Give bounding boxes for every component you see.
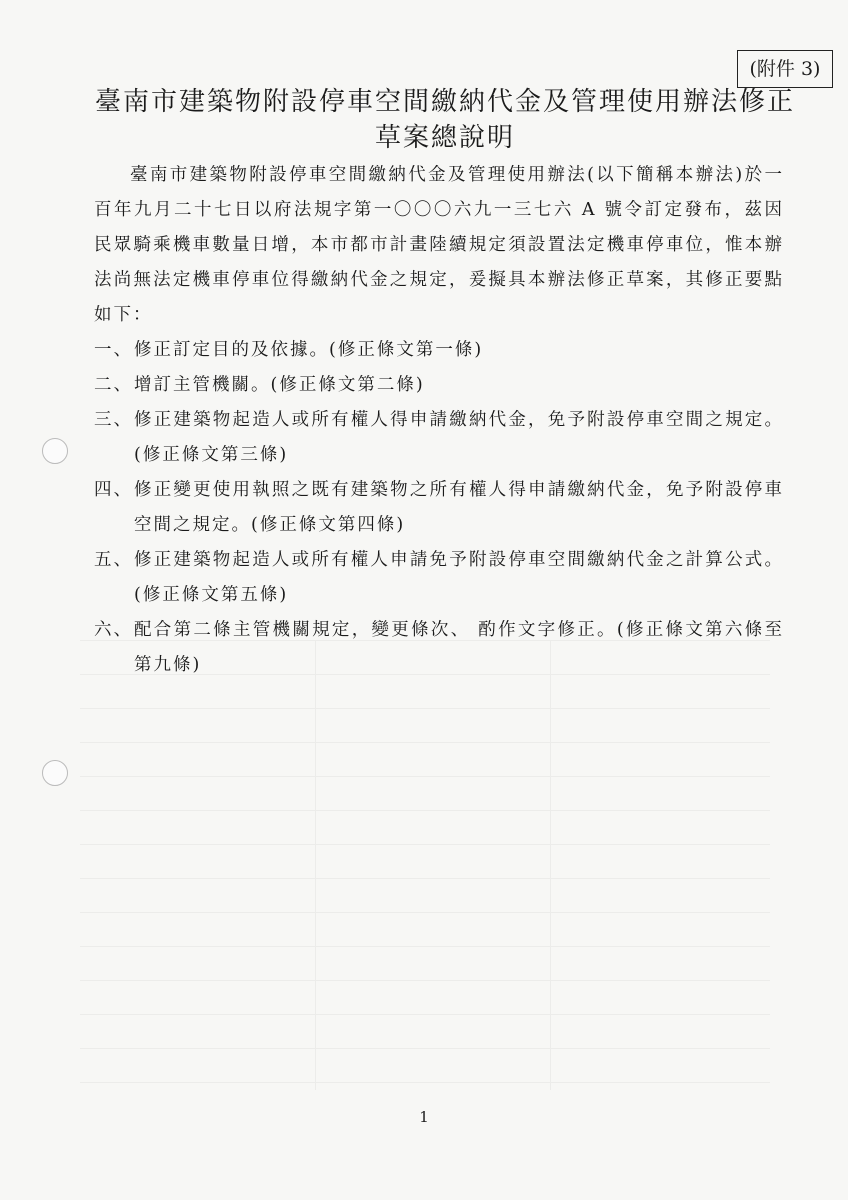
amendment-points-list (94, 333, 784, 683)
point-number: 三、 (94, 410, 133, 430)
point-number: 二、 (94, 375, 133, 395)
point-text: 修正變更使用執照之既有建築物之所有權人得申請繳納代金，免予附設停車空間之規定。(修正條文第四條) (134, 480, 784, 535)
page-number: 1 (419, 1108, 429, 1126)
point-text: 修正訂定目的及依據。(修正條文第一條) (134, 340, 484, 360)
bleed-through-table-shadow (80, 640, 770, 1090)
attachment-label: (附件 3) (737, 50, 833, 88)
point-text: 增訂主管機關。(修正條文第二條) (134, 375, 425, 395)
amendment-point (94, 613, 784, 683)
point-text: 修正建築物起造人或所有權人得申請繳納代金，免予附設停車空間之規定。(修正條文第三條) (134, 410, 784, 465)
intro-paragraph: 臺南市建築物附設停車空間繳納代金及管理使用辦法(以下簡稱本辦法)於一百年九月二十七日以府法規字第一〇〇〇六九一三七六 A 號令訂定發布，茲因民眾騎乘機車數量日增，本市都市計畫陸續規定須設置法定機車停車位，惟本辦法尚無法定機車停車位得繳納代金之規定，爰擬具本辦法修正草案，其修正要點如下： (94, 165, 784, 325)
amendment-point (94, 403, 784, 473)
point-text: 配合第二條主管機關規定，變更條次、 酌作文字修正。(修正條文第六條至第九條) (134, 620, 784, 675)
punch-hole-bottom (42, 760, 68, 786)
punch-hole-top (42, 438, 68, 464)
document-body (94, 158, 784, 683)
point-text: 修正建築物起造人或所有權人申請免予附設停車空間繳納代金之計算公式。(修正條文第五條) (134, 550, 784, 605)
amendment-point (94, 543, 784, 613)
document-title: 臺南市建築物附設停車空間繳納代金及管理使用辦法修正草案總說明 (94, 87, 795, 153)
point-number: 五、 (94, 550, 133, 570)
point-number: 四、 (94, 480, 133, 500)
point-number: 一、 (94, 340, 133, 360)
amendment-point (94, 368, 784, 403)
point-number: 六、 (94, 620, 133, 640)
amendment-point (94, 473, 784, 543)
amendment-point (94, 333, 784, 368)
